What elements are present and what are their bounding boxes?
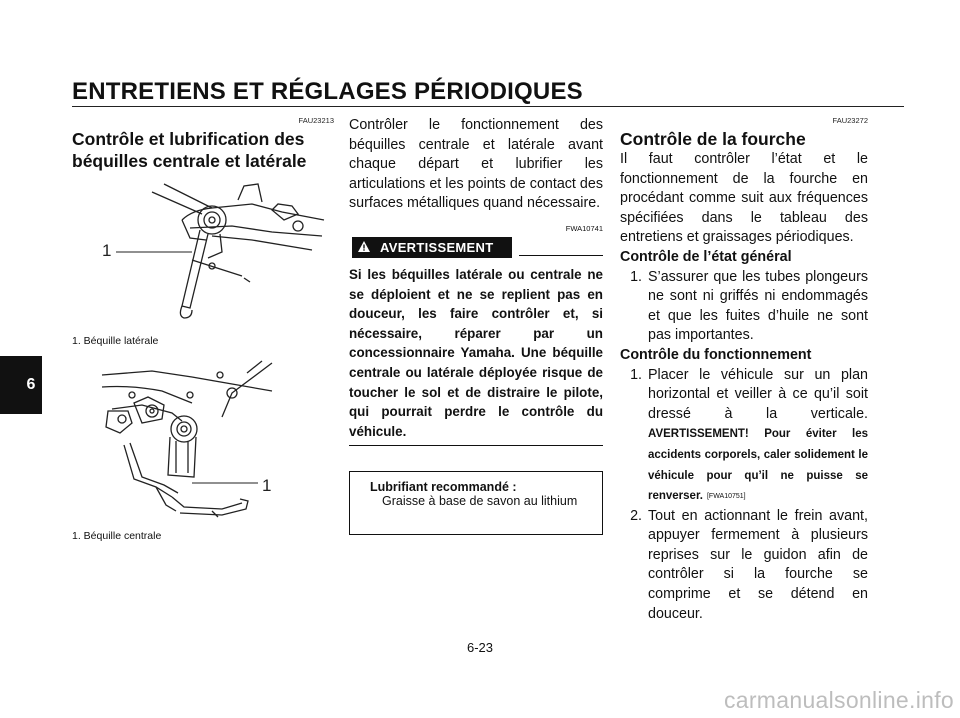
warning-badge (352, 237, 512, 258)
center-stand-illustration (72, 353, 334, 523)
side-stand-callout: 1 (102, 241, 112, 260)
fork-section-code: FAU23272 (832, 116, 868, 125)
right-column (620, 116, 868, 624)
page-header-title: ENTRETIENS ET RÉGLAGES PÉRIODIQUES (72, 78, 583, 105)
stand-intro-paragraph: Contrôler le fonctionnement des béquilles centrale et latérale avant chaque départ et lubrifier les articulations et les points de contact des surfaces métalliques quand nécessaire. (349, 117, 603, 212)
warning-text: Si les béquilles latérale ou centrale ne se déploient et ne se replient pas en douceur, les faire contrôler et, si nécessaire, réparer par un concessionnaire Yamaha. Une béquille centrale ou latérale déployée risque de toucher le sol et de distraire le pilote, qui pourrait perdre le contrôle du véhicule. (349, 266, 603, 439)
operation-step-2-text: Tout en actionnant le frein avant, appuyer fermement à plusieurs reprises sur le guidon afin de contrôler si la fourche se comprime et se détend en douceur. (648, 507, 868, 622)
lubricant-value: Graisse à base de savon au lithium (382, 494, 578, 509)
warning-block (349, 224, 603, 446)
warning-label: AVERTISSEMENT (380, 239, 494, 255)
operation-check-heading: Contrôle du fonctionnement (620, 346, 812, 363)
general-step-1-number: 1. (630, 268, 642, 285)
warning-bottom-rule (349, 445, 603, 446)
operation-step-1-body (648, 366, 868, 507)
operation-step-2 (620, 507, 868, 625)
warning-triangle-icon (358, 240, 370, 255)
center-stand-callout: 1 (262, 476, 272, 495)
left-column (72, 116, 334, 542)
operation-step-2-number: 2. (630, 507, 642, 524)
center-stand-caption: 1. Béquille centrale (72, 530, 162, 542)
chapter-tab[interactable]: 6 (0, 356, 42, 414)
operation-step-1-warning: AVERTISSEMENT! Pour éviter les accidents corporels, caler solidement le véhicule pour qu’il ne puisse se renverser. (648, 428, 868, 503)
header-rule (72, 106, 904, 107)
fork-intro-paragraph: Il faut contrôler l’état et le fonctionnement de la fourche en procédant comme suit aux fréquences spécifiées dans le tableau des entretiens et graissages périodiques. (620, 151, 868, 246)
section-title (72, 128, 334, 172)
watermark[interactable]: carmanualsonline.info (723, 687, 954, 713)
side-stand-figure (72, 180, 334, 347)
lubricant-box (349, 471, 603, 535)
general-step-1 (620, 268, 868, 346)
page-number: 6-23 (466, 640, 494, 655)
section-title-line-1: Contrôle et lubrification des (72, 129, 305, 149)
fork-section-title: Contrôle de la fourche (620, 129, 806, 149)
general-check-heading: Contrôle de l’état général (620, 248, 792, 265)
side-stand-illustration (72, 180, 334, 328)
operation-step-1-code: [FWA10751] (706, 493, 746, 501)
middle-column (349, 116, 603, 535)
section-code: FAU23213 (298, 116, 334, 125)
center-stand-figure (72, 353, 334, 542)
general-step-1-text: S’assurer que les tubes plongeurs ne sont ni griffés ni endommagés et que les fuites d’huile ne sont pas importantes. (648, 268, 868, 344)
side-stand-caption: 1. Béquille latérale (72, 335, 159, 347)
section-title-line-2: béquilles centrale et latérale (72, 151, 307, 171)
warning-header (349, 237, 603, 259)
warning-code: FWA10741 (565, 223, 603, 233)
warning-rule (519, 255, 603, 256)
operation-step-1-text: Placer le véhicule sur un plan horizontal et veiller à ce qu’il soit dressé à la verticale. (648, 366, 868, 422)
operation-step-1-number: 1. (630, 366, 642, 383)
lubricant-title: Lubrifiant recommandé : (370, 480, 517, 495)
operation-step-1 (620, 366, 868, 507)
